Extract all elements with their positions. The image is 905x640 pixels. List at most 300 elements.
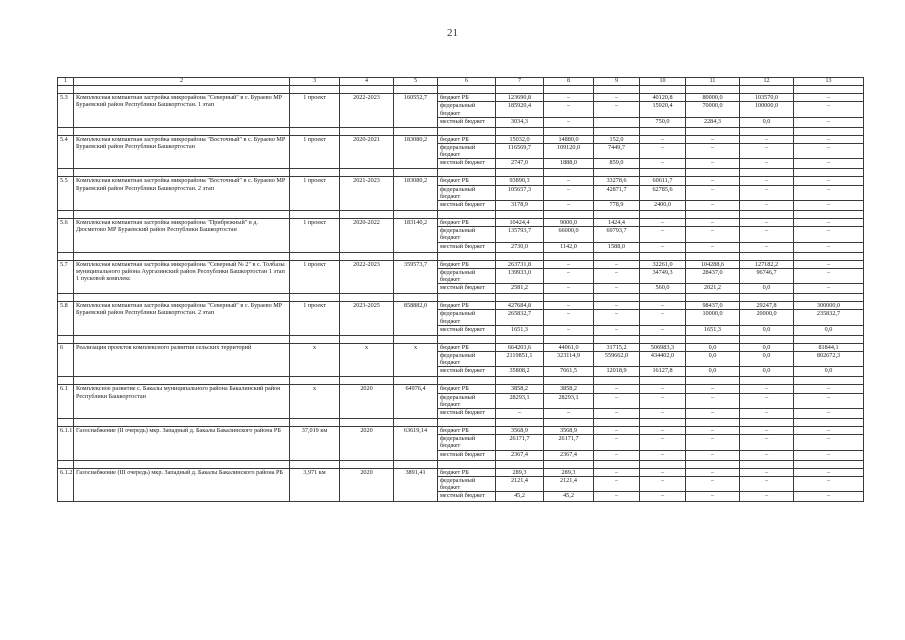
amount-cell: – [686,409,740,419]
amount-cell: 127182,2 [740,260,794,268]
amount-cell: – [640,385,686,393]
capacity-cell: 1 проект [290,219,340,253]
table-row [58,468,864,476]
period-cell: 2023-2025 [340,302,394,336]
amount-cell: – [740,450,794,460]
capacity-cell: х [290,343,340,377]
period-cell: 2020-2022 [340,219,394,253]
column-number-6: 6 [438,78,496,86]
estimated-cost-cell: 3891,41 [394,468,438,502]
capacity-cell: 37,019 км [290,427,340,461]
amount-cell: 427684,8 [496,302,544,310]
amount-cell: 0,0 [794,325,864,335]
capacity-cell: 1 проект [290,302,340,336]
estimated-cost-cell: 183080,2 [394,135,438,169]
amount-cell: – [594,435,640,450]
amount-cell: – [640,492,686,502]
object-name: Комплексная компактная застройка микрорайона "Северный № 2" в с. Толбазы муниципального района Аургазинский район Республики Башкортостан 1 этап 1 пусковой комплекс [74,260,290,294]
amount-cell: – [496,409,544,419]
amount-cell: – [544,177,594,185]
funding-table [57,77,864,502]
row-number: 5.8 [58,302,74,336]
amount-cell: – [794,135,864,143]
amount-cell: 2121,4 [544,476,594,491]
object-name: Комплексное развитие с. Бакалы муниципального района Бакалинский район Республики Башкортостан [74,385,290,419]
funding-source-label: местный бюджет [438,409,496,419]
amount-cell: 40120,8 [640,94,686,102]
funding-source-label: федеральный бюджет [438,144,496,159]
column-number-8: 8 [544,78,594,86]
amount-cell: 20000,0 [740,310,794,325]
amount-cell: – [686,450,740,460]
amount-cell: – [740,177,794,185]
amount-cell: – [740,242,794,252]
funding-source-label: местный бюджет [438,117,496,127]
amount-cell: 750,0 [640,117,686,127]
amount-cell: 42871,7 [594,185,640,200]
amount-cell: – [794,284,864,294]
amount-cell: – [794,476,864,491]
amount-cell: 26171,7 [544,435,594,450]
amount-cell: 60611,7 [640,177,686,185]
amount-cell: – [794,260,864,268]
funding-source-label: бюджет РБ [438,385,496,393]
column-number-3: 3 [290,78,340,86]
capacity-cell: 1 проект [290,94,340,128]
amount-cell: 104288,6 [686,260,740,268]
amount-cell: 1142,0 [544,242,594,252]
amount-cell: – [594,492,640,502]
amount-cell: 0,0 [686,343,740,351]
column-number-1: 1 [58,78,74,86]
amount-cell: 66000,0 [544,227,594,242]
amount-cell: 31715,2 [594,343,640,351]
amount-cell: 10000,0 [686,310,740,325]
funding-source-label: федеральный бюджет [438,227,496,242]
table-row [58,219,864,227]
row-number: 6.1 [58,385,74,419]
amount-cell: – [686,427,740,435]
table-row [58,94,864,102]
amount-cell: – [740,219,794,227]
amount-cell: – [686,227,740,242]
amount-cell [594,117,640,127]
amount-cell: – [544,284,594,294]
amount-cell: – [794,393,864,408]
column-number-4: 4 [340,78,394,86]
funding-source-label: федеральный бюджет [438,352,496,367]
amount-cell: 2747,0 [496,159,544,169]
column-number-13: 13 [794,78,864,86]
amount-cell: 265832,7 [496,310,544,325]
amount-cell: 139933,0 [496,268,544,283]
amount-cell: – [740,492,794,502]
amount-cell: 263731,8 [496,260,544,268]
group-spacer [58,335,864,343]
amount-cell: – [686,144,740,159]
amount-cell: – [794,144,864,159]
amount-cell: 3568,9 [544,427,594,435]
row-number: 5.6 [58,219,74,253]
funding-source-label: бюджет РБ [438,94,496,102]
funding-source-label: федеральный бюджет [438,476,496,491]
amount-cell: – [740,144,794,159]
amount-cell: 0,0 [740,343,794,351]
row-number: 6.1.1 [58,427,74,461]
amount-cell: – [640,302,686,310]
amount-cell: 3178,9 [496,201,544,211]
row-number: 6 [58,343,74,377]
amount-cell: – [640,450,686,460]
amount-cell: – [594,102,640,117]
group-spacer [58,294,864,302]
amount-cell: – [740,227,794,242]
amount-cell: 3858,2 [496,385,544,393]
amount-cell: – [794,468,864,476]
amount-cell: – [740,185,794,200]
amount-cell: – [544,260,594,268]
amount-cell: – [544,102,594,117]
amount-cell: – [794,159,864,169]
period-cell: 2020 [340,468,394,502]
funding-source-label: местный бюджет [438,242,496,252]
period-cell: 2022-2023 [340,260,394,294]
estimated-cost-cell: 359573,7 [394,260,438,294]
capacity-cell: 1 проект [290,177,340,211]
amount-cell: – [594,468,640,476]
amount-cell: 123690,8 [496,94,544,102]
amount-cell: 29247,8 [740,302,794,310]
amount-cell: – [686,435,740,450]
estimated-cost-cell: х [394,343,438,377]
estimated-cost-cell: 858882,0 [394,302,438,336]
amount-cell: 9000,0 [544,219,594,227]
capacity-cell: 1 проект [290,260,340,294]
amount-cell: – [794,242,864,252]
amount-cell: 778,9 [594,201,640,211]
object-name: Комплексная компактная застройка микрорайона "Северный" в с. Бураево МР Бураевский район Республики Башкортостан. 2 этап [74,302,290,336]
column-number-12: 12 [740,78,794,86]
amount-cell: 135793,7 [496,227,544,242]
amount-cell: – [544,310,594,325]
amount-cell: – [794,427,864,435]
object-name: Реализация проектов комплексного развития сельских территорий [74,343,290,377]
row-number: 5.4 [58,135,74,169]
amount-cell: – [794,450,864,460]
amount-cell: 116569,7 [496,144,544,159]
capacity-cell: 3,971 км [290,468,340,502]
amount-cell: – [640,393,686,408]
object-name: Газоснабжение (III очередь) мкр. Западный д. Бакалы Бакалинского района РБ [74,468,290,502]
funding-source-label: федеральный бюджет [438,268,496,283]
amount-cell: 32261,0 [640,260,686,268]
estimated-cost-cell: 160552,7 [394,94,438,128]
amount-cell: 26171,7 [496,435,544,450]
amount-cell: 2367,4 [496,450,544,460]
amount-cell: 2021,2 [686,284,740,294]
amount-cell: 2367,4 [544,450,594,460]
amount-cell: 1888,0 [544,159,594,169]
amount-cell: – [594,268,640,283]
funding-source-label: бюджет РБ [438,427,496,435]
amount-cell: 12018,9 [594,367,640,377]
amount-cell: – [686,242,740,252]
page-number: 21 [447,27,458,39]
amount-cell: 2730,0 [496,242,544,252]
amount-cell: – [686,201,740,211]
estimated-cost-cell: 64976,4 [394,385,438,419]
amount-cell: – [686,219,740,227]
amount-cell: – [686,468,740,476]
table-row [58,302,864,310]
amount-cell: 1424,4 [594,219,640,227]
amount-cell: 15920,4 [640,102,686,117]
amount-cell: 0,0 [740,325,794,335]
funding-source-label: федеральный бюджет [438,102,496,117]
amount-cell: – [544,94,594,102]
amount-cell: 62785,6 [640,185,686,200]
amount-cell: 14880,0 [544,135,594,143]
amount-cell: 560,0 [640,284,686,294]
funding-source-label: федеральный бюджет [438,185,496,200]
group-spacer [58,86,864,94]
amount-cell: – [594,310,640,325]
amount-cell: 7661,5 [544,367,594,377]
amount-cell: 802672,3 [794,352,864,367]
amount-cell: 70000,0 [686,102,740,117]
table-row [58,135,864,143]
amount-cell: 103570,0 [740,94,794,102]
amount-cell: – [544,201,594,211]
amount-cell: – [594,260,640,268]
amount-cell: 2284,3 [686,117,740,127]
group-spacer [58,169,864,177]
amount-cell: – [594,302,640,310]
column-number-11: 11 [686,78,740,86]
amount-cell: 16127,8 [640,367,686,377]
amount-cell: 559662,0 [594,352,640,367]
amount-cell: – [544,302,594,310]
funding-source-label: федеральный бюджет [438,435,496,450]
funding-source-label: местный бюджет [438,159,496,169]
amount-cell: – [640,135,686,143]
amount-cell: 323114,9 [544,352,594,367]
object-name: Комплексная компактная застройка микрорайона "Восточный" в с. Бураево МР Бураевский район Республики Башкортостан [74,135,290,169]
amount-cell: 35808,2 [496,367,544,377]
amount-cell: – [594,325,640,335]
amount-cell: 28437,0 [686,268,740,283]
column-number-header-row [58,78,864,86]
amount-cell: 3034,3 [496,117,544,127]
group-spacer [58,127,864,135]
column-number-7: 7 [496,78,544,86]
amount-cell: – [794,94,864,102]
table-row [58,177,864,185]
group-spacer [58,211,864,219]
amount-cell: 0,0 [740,367,794,377]
period-cell: х [340,343,394,377]
amount-cell: – [794,177,864,185]
group-spacer [58,460,864,468]
funding-source-label: бюджет РБ [438,343,496,351]
amount-cell: 2581,2 [496,284,544,294]
estimated-cost-cell: 63619,14 [394,427,438,461]
amount-cell: – [794,435,864,450]
funding-source-label: местный бюджет [438,450,496,460]
amount-cell: – [794,227,864,242]
amount-cell: – [640,325,686,335]
funding-source-label: местный бюджет [438,492,496,502]
amount-cell: – [594,427,640,435]
funding-source-label: местный бюджет [438,367,496,377]
group-spacer [58,252,864,260]
amount-cell: 506983,3 [640,343,686,351]
amount-cell: 7449,7 [594,144,640,159]
amount-cell: 3568,9 [496,427,544,435]
period-cell: 2022-2023 [340,94,394,128]
amount-cell: – [794,268,864,283]
amount-cell: 235832,7 [794,310,864,325]
amount-cell: – [740,135,794,143]
amount-cell: – [544,409,594,419]
column-number-2: 2 [74,78,290,86]
amount-cell: – [544,185,594,200]
amount-cell: – [794,385,864,393]
amount-cell: 10424,4 [496,219,544,227]
funding-source-label: федеральный бюджет [438,393,496,408]
amount-cell: 434402,0 [640,352,686,367]
row-number: 6.1.2 [58,468,74,502]
amount-cell: 1588,0 [594,242,640,252]
amount-cell: – [594,94,640,102]
amount-cell: – [640,310,686,325]
amount-cell: – [686,135,740,143]
amount-cell: – [794,201,864,211]
object-name: Газоснабжение (II очередь) мкр. Западный д. Бакалы Бакалинского района РБ [74,427,290,461]
amount-cell: 2119851,1 [496,352,544,367]
amount-cell: – [794,117,864,127]
amount-cell: 2121,4 [496,476,544,491]
amount-cell: – [794,492,864,502]
amount-cell: 96746,7 [740,268,794,283]
amount-cell: 664203,6 [496,343,544,351]
amount-cell: – [640,144,686,159]
amount-cell: – [594,476,640,491]
amount-cell: 0,0 [740,352,794,367]
amount-cell: – [740,409,794,419]
amount-cell: 80000,0 [686,94,740,102]
amount-cell: 185920,4 [496,102,544,117]
amount-cell: 300000,0 [794,302,864,310]
amount-cell: – [740,159,794,169]
funding-source-label: местный бюджет [438,325,496,335]
amount-cell: – [740,201,794,211]
amount-cell: – [740,427,794,435]
funding-source-label: бюджет РБ [438,177,496,185]
amount-cell: – [686,492,740,502]
amount-cell: 33278,6 [594,177,640,185]
object-name: Комплексная компактная застройка микрорайона "Восточный" в с. Бураево МР Бураевский район Республики Башкортостан. 2 этап [74,177,290,211]
amount-cell: 69793,7 [594,227,640,242]
amount-cell: 44061,0 [544,343,594,351]
amount-cell: 45,2 [544,492,594,502]
funding-source-label: местный бюджет [438,201,496,211]
amount-cell: – [594,450,640,460]
amount-cell: – [794,409,864,419]
funding-source-label: бюджет РБ [438,302,496,310]
amount-cell: 100000,0 [740,102,794,117]
amount-cell: – [640,219,686,227]
amount-cell: – [740,476,794,491]
amount-cell: – [594,284,640,294]
table-row [58,385,864,393]
amount-cell: 15032,0 [496,135,544,143]
period-cell: 2021-2023 [340,177,394,211]
column-number-9: 9 [594,78,640,86]
amount-cell: – [640,242,686,252]
amount-cell: 0,0 [794,367,864,377]
group-spacer [58,419,864,427]
amount-cell: – [686,177,740,185]
amount-cell: – [794,102,864,117]
amount-cell: – [740,385,794,393]
amount-cell: – [544,325,594,335]
amount-cell: 0,0 [686,367,740,377]
amount-cell: – [740,393,794,408]
amount-cell: – [640,409,686,419]
amount-cell: 81844,1 [794,343,864,351]
amount-cell: 3858,2 [544,385,594,393]
row-number: 5.3 [58,94,74,128]
amount-cell: – [686,159,740,169]
amount-cell: 152,0 [594,135,640,143]
amount-cell: 1651,3 [686,325,740,335]
amount-cell: – [794,185,864,200]
amount-cell: – [544,268,594,283]
table-body [58,78,864,502]
column-number-10: 10 [640,78,686,86]
estimated-cost-cell: 183080,2 [394,177,438,211]
period-cell: 2020 [340,385,394,419]
funding-source-label: бюджет РБ [438,468,496,476]
amount-cell: – [594,409,640,419]
amount-cell: 45,2 [496,492,544,502]
amount-cell: – [640,159,686,169]
amount-cell: – [686,476,740,491]
amount-cell: 0,0 [686,352,740,367]
amount-cell: 34749,3 [640,268,686,283]
amount-cell: 0,0 [740,117,794,127]
amount-cell: 289,3 [496,468,544,476]
amount-cell: 28293,1 [496,393,544,408]
object-name: Комплексная компактная застройка микрорайона "Прибрежный" в д. Дюсметово МР Бураевский район Республики Башкортостан [74,219,290,253]
amount-cell: 105657,3 [496,185,544,200]
object-name: Комплексная компактная застройка микрорайона "Северный" в с. Бураево МР Бураевский район Республики Башкортостан. 1 этап [74,94,290,128]
amount-cell: 2400,0 [640,201,686,211]
amount-cell: – [640,227,686,242]
amount-cell: – [686,185,740,200]
table-row [58,343,864,351]
amount-cell: 98437,0 [686,302,740,310]
amount-cell: – [794,219,864,227]
row-number: 5.7 [58,260,74,294]
amount-cell: 93890,3 [496,177,544,185]
funding-source-label: бюджет РБ [438,260,496,268]
estimated-cost-cell: 183140,2 [394,219,438,253]
amount-cell: – [686,393,740,408]
amount-cell: – [740,468,794,476]
funding-source-label: федеральный бюджет [438,310,496,325]
